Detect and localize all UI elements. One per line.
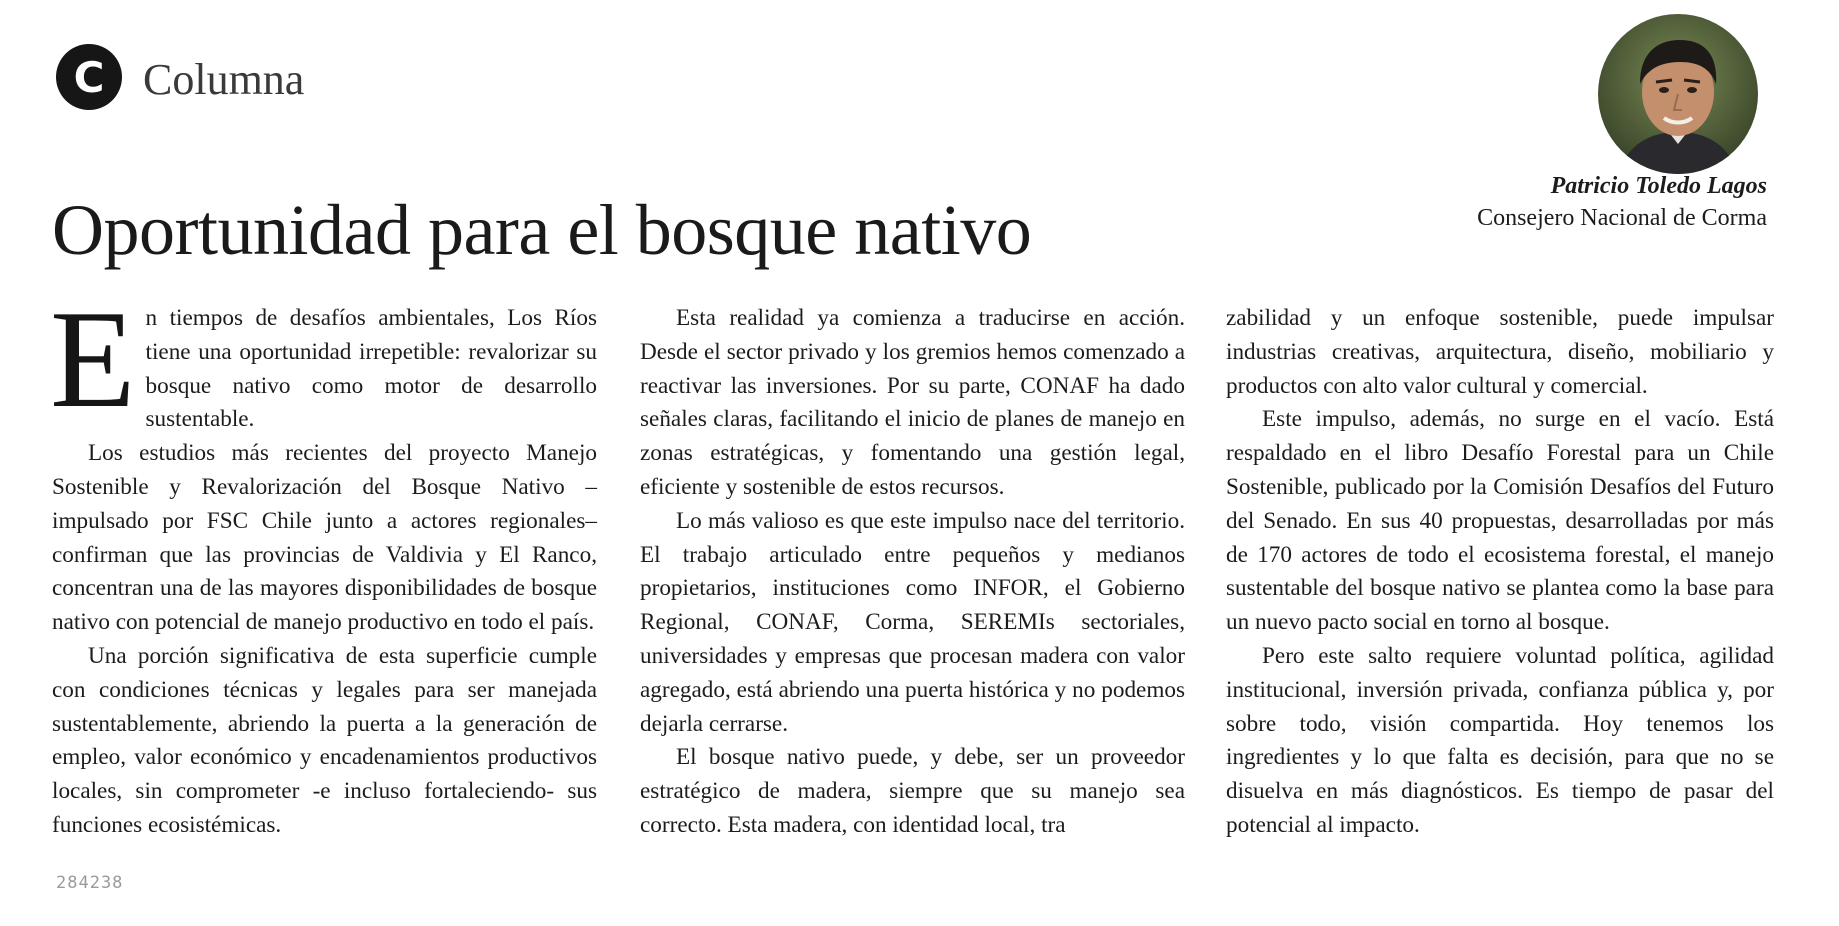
article-headline: Oportunidad para el bosque nativo — [52, 190, 1032, 270]
article-column-1 — [50, 282, 597, 843]
article-column-2 — [640, 302, 1185, 843]
article-paragraph: Una porción significativa de esta superficie cumple con condiciones técnicas y legales para ser manejada sustentablemente, abriendo la puerta a la generación de empleo, valor económico y encadenamientos productivos locales, sin comprometer -e incluso fortaleciendo- sus funciones ecosistémicas. — [52, 642, 597, 838]
article-paragraph: El bosque nativo puede, y debe, ser un proveedor estratégico de madera, siempre que su manejo sea correcto. Esta madera, con identidad local, tra — [640, 744, 1185, 838]
author-portrait-icon — [1598, 14, 1758, 174]
article-paragraph: Este impulso, además, no surge en el vacío. Está respaldado en el libro Desafío Forestal para un Chile Sostenible, publicado por la Comisión Desafíos del Futuro del Senado. En sus 40 propuestas, desarrolladas por más de 170 actores de todo el ecosistema forestal, el manejo sustentable del bosque nativo se plantea como la base para un nuevo pacto social en torno al bosque. — [1226, 406, 1774, 636]
article-paragraph: Los estudios más recientes del proyecto Manejo Sostenible y Revalorización del Bosque Nativo –impulsado por FSC Chile junto a actores regionales– confirman que las provincias de Valdivia y El Ranco, concentran una de las mayores disponibilidades de bosque nativo con potencial de manejo productivo en todo el país. — [52, 440, 597, 636]
article-paragraph: Lo más valioso es que este impulso nace del territorio. El trabajo articulado entre pequeños y medianos propietarios, instituciones como INFOR, el Gobierno Regional, CONAF, Corma, SEREMIs sectoriales, universidades y empresas que procesan madera con valor agregado, está abriendo una puerta histórica y no podemos dejarla cerrarse. — [640, 507, 1185, 737]
article-paragraph: Pero este salto requiere voluntad política, agilidad institucional, inversión privada, confianza pública y, por sobre todo, visión compartida. Hoy tenemos los ingredientes y lo que falta es decisión, para que no se disuelva en más diagnósticos. Es tiempo de pasar del potencial al impacto. — [1226, 642, 1774, 838]
article-paragraph-continued: zabilidad y un enfoque sostenible, puede impulsar industrias creativas, arquitectura, diseño, mobiliario y productos con alto valor cultural y comercial. — [1226, 305, 1774, 399]
clipping-code: 284238 — [56, 873, 124, 893]
paragraph-text: n tiempos de desafíos ambientales, Los Ríos tiene una oportunidad irrepetible: revalorizar su bosque nativo como motor de desarrollo sustentable. — [145, 305, 597, 433]
section-label: Columna — [143, 55, 305, 104]
author-photo-icon — [1598, 14, 1758, 174]
author-role: Consejero Nacional de Corma — [1477, 205, 1767, 231]
author-name: Patricio Toledo Lagos — [1550, 173, 1767, 199]
article-paragraph: Esta realidad ya comienza a traducirse en acción. Desde el sector privado y los gremios hemos comenzado a reactivar las inversiones. Por su parte, CONAF ha dado señales claras, facilitando el inicio de planes de manejo en zonas estratégicas, y fomentando una gestión legal, eficiente y sostenible de estos recursos. — [640, 305, 1185, 500]
article-column-3 — [1226, 302, 1774, 843]
drop-cap: E — [50, 282, 136, 437]
section-badge-icon: C — [56, 44, 122, 110]
article-paragraph — [50, 282, 597, 437]
